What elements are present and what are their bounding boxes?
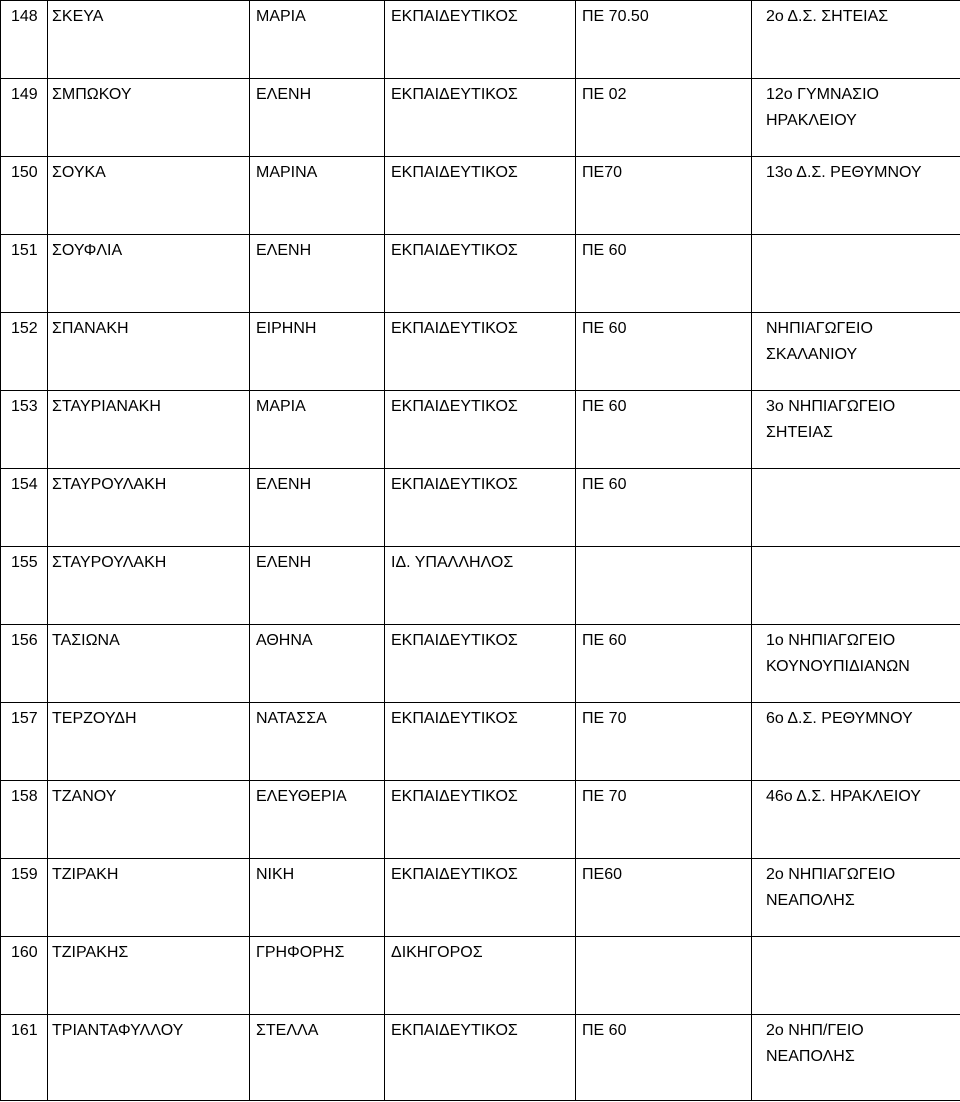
first-name-cell: ΕΛΕΝΗ bbox=[250, 469, 385, 547]
profession-cell: ΕΚΠΑΙΔΕΥΤΙΚΟΣ bbox=[385, 703, 576, 781]
table-row bbox=[1, 1015, 960, 1101]
specialty-cell: ΠΕ 60 bbox=[576, 625, 752, 703]
surname-cell: ΣΚΕΥΑ bbox=[48, 1, 250, 79]
profession-cell: ΕΚΠΑΙΔΕΥΤΙΚΟΣ bbox=[385, 625, 576, 703]
specialty-cell: ΠΕ 02 bbox=[576, 79, 752, 157]
surname-cell: ΤΖΙΡΑΚΗ bbox=[48, 859, 250, 937]
school-cell bbox=[752, 1, 960, 79]
school-line: ΝΗΠΙΑΓΩΓΕΙΟ bbox=[766, 320, 873, 337]
school-line: ΝΕΑΠΟΛΗΣ bbox=[766, 892, 855, 909]
row-number: 153 bbox=[1, 391, 48, 469]
specialty-cell: ΠΕ 70.50 bbox=[576, 1, 752, 79]
school-cell bbox=[752, 469, 960, 547]
specialty-cell: ΠΕ 70 bbox=[576, 703, 752, 781]
school-cell bbox=[752, 1015, 960, 1101]
school-line: 46ο Δ.Σ. ΗΡΑΚΛΕΙΟΥ bbox=[766, 788, 921, 805]
school-line: ΣΚΑΛΑΝΙΟΥ bbox=[766, 346, 858, 363]
profession-cell: ΙΔ. ΥΠΑΛΛΗΛΟΣ bbox=[385, 547, 576, 625]
school-cell bbox=[752, 79, 960, 157]
school-cell bbox=[752, 625, 960, 703]
school-line: 13ο Δ.Σ. ΡΕΘΥΜΝΟΥ bbox=[766, 164, 922, 181]
row-number: 157 bbox=[1, 703, 48, 781]
school-line: ΚΟΥΝΟΥΠΙΔΙΑΝΩΝ bbox=[766, 658, 910, 675]
first-name-cell: ΑΘΗΝΑ bbox=[250, 625, 385, 703]
school-line: 2ο ΝΗΠ/ΓΕΙΟ bbox=[766, 1022, 864, 1039]
first-name-cell: ΣΤΕΛΛΑ bbox=[250, 1015, 385, 1101]
surname-cell: ΤΕΡΖΟΥΔΗ bbox=[48, 703, 250, 781]
surname-cell: ΤΖΑΝΟΥ bbox=[48, 781, 250, 859]
first-name-cell: ΓΡΗΦΟΡΗΣ bbox=[250, 937, 385, 1015]
first-name-cell: ΕΛΕΝΗ bbox=[250, 235, 385, 313]
surname-cell: ΤΑΣΙΩΝΑ bbox=[48, 625, 250, 703]
specialty-cell: ΠΕ 60 bbox=[576, 235, 752, 313]
first-name-cell: ΕΙΡΗΝΗ bbox=[250, 313, 385, 391]
surname-cell: ΣΟΥΦΛΙΑ bbox=[48, 235, 250, 313]
first-name-cell: ΜΑΡΙΑ bbox=[250, 1, 385, 79]
profession-cell: ΕΚΠΑΙΔΕΥΤΙΚΟΣ bbox=[385, 313, 576, 391]
row-number: 156 bbox=[1, 625, 48, 703]
profession-cell: ΕΚΠΑΙΔΕΥΤΙΚΟΣ bbox=[385, 235, 576, 313]
first-name-cell: ΝΑΤΑΣΣΑ bbox=[250, 703, 385, 781]
first-name-cell: ΕΛΕΥΘΕΡΙΑ bbox=[250, 781, 385, 859]
school-line: 3ο ΝΗΠΙΑΓΩΓΕΙΟ bbox=[766, 398, 896, 415]
school-line: 2ο ΝΗΠΙΑΓΩΓΕΙΟ bbox=[766, 866, 896, 883]
specialty-cell: ΠΕ 60 bbox=[576, 1015, 752, 1101]
table-row bbox=[1, 313, 960, 391]
row-number: 155 bbox=[1, 547, 48, 625]
school-cell bbox=[752, 859, 960, 937]
profession-cell: ΕΚΠΑΙΔΕΥΤΙΚΟΣ bbox=[385, 1, 576, 79]
specialty-cell: ΠΕ 70 bbox=[576, 781, 752, 859]
profession-cell: ΕΚΠΑΙΔΕΥΤΙΚΟΣ bbox=[385, 469, 576, 547]
surname-cell: ΣΟΥΚΑ bbox=[48, 157, 250, 235]
profession-cell: ΕΚΠΑΙΔΕΥΤΙΚΟΣ bbox=[385, 157, 576, 235]
surname-cell: ΣΜΠΩΚΟΥ bbox=[48, 79, 250, 157]
roster-body bbox=[1, 1, 960, 1101]
row-number: 148 bbox=[1, 1, 48, 79]
table-row bbox=[1, 157, 960, 235]
row-number: 152 bbox=[1, 313, 48, 391]
surname-cell: ΤΡΙΑΝΤΑΦΥΛΛΟΥ bbox=[48, 1015, 250, 1101]
table-row bbox=[1, 469, 960, 547]
table-row bbox=[1, 937, 960, 1015]
school-cell bbox=[752, 235, 960, 313]
school-cell bbox=[752, 157, 960, 235]
table-row bbox=[1, 235, 960, 313]
school-line: 2ο Δ.Σ. ΣΗΤΕΙΑΣ bbox=[766, 8, 889, 25]
school-line: ΣΗΤΕΙΑΣ bbox=[766, 424, 833, 441]
table-row bbox=[1, 1, 960, 79]
school-line: ΝΕΑΠΟΛΗΣ bbox=[766, 1048, 855, 1065]
surname-cell: ΣΠΑΝΑΚΗ bbox=[48, 313, 250, 391]
table-row bbox=[1, 625, 960, 703]
specialty-cell: ΠΕ60 bbox=[576, 859, 752, 937]
row-number: 158 bbox=[1, 781, 48, 859]
specialty-cell bbox=[576, 547, 752, 625]
school-line: 12ο ΓΥΜΝΑΣΙΟ bbox=[766, 86, 879, 103]
first-name-cell: ΜΑΡΙΝΑ bbox=[250, 157, 385, 235]
row-number: 149 bbox=[1, 79, 48, 157]
school-cell bbox=[752, 391, 960, 469]
specialty-cell: ΠΕ70 bbox=[576, 157, 752, 235]
first-name-cell: ΜΑΡΙΑ bbox=[250, 391, 385, 469]
surname-cell: ΣΤΑΥΡΙΑΝΑΚΗ bbox=[48, 391, 250, 469]
table-row bbox=[1, 547, 960, 625]
specialty-cell: ΠΕ 60 bbox=[576, 313, 752, 391]
row-number: 160 bbox=[1, 937, 48, 1015]
surname-cell: ΣΤΑΥΡΟΥΛΑΚΗ bbox=[48, 547, 250, 625]
first-name-cell: ΝΙΚΗ bbox=[250, 859, 385, 937]
row-number: 161 bbox=[1, 1015, 48, 1101]
school-cell bbox=[752, 937, 960, 1015]
specialty-cell bbox=[576, 937, 752, 1015]
school-cell bbox=[752, 313, 960, 391]
school-line: 1ο ΝΗΠΙΑΓΩΓΕΙΟ bbox=[766, 632, 896, 649]
profession-cell: ΕΚΠΑΙΔΕΥΤΙΚΟΣ bbox=[385, 781, 576, 859]
specialty-cell: ΠΕ 60 bbox=[576, 391, 752, 469]
table-row bbox=[1, 703, 960, 781]
profession-cell: ΕΚΠΑΙΔΕΥΤΙΚΟΣ bbox=[385, 859, 576, 937]
specialty-cell: ΠΕ 60 bbox=[576, 469, 752, 547]
surname-cell: ΤΖΙΡΑΚΗΣ bbox=[48, 937, 250, 1015]
table-row bbox=[1, 391, 960, 469]
first-name-cell: ΕΛΕΝΗ bbox=[250, 547, 385, 625]
row-number: 159 bbox=[1, 859, 48, 937]
profession-cell: ΕΚΠΑΙΔΕΥΤΙΚΟΣ bbox=[385, 391, 576, 469]
table-row bbox=[1, 859, 960, 937]
row-number: 150 bbox=[1, 157, 48, 235]
row-number: 151 bbox=[1, 235, 48, 313]
school-cell bbox=[752, 547, 960, 625]
row-number: 154 bbox=[1, 469, 48, 547]
table-row bbox=[1, 781, 960, 859]
surname-cell: ΣΤΑΥΡΟΥΛΑΚΗ bbox=[48, 469, 250, 547]
table-row bbox=[1, 79, 960, 157]
profession-cell: ΔΙΚΗΓΟΡΟΣ bbox=[385, 937, 576, 1015]
profession-cell: ΕΚΠΑΙΔΕΥΤΙΚΟΣ bbox=[385, 79, 576, 157]
school-line: 6ο Δ.Σ. ΡΕΘΥΜΝΟΥ bbox=[766, 710, 913, 727]
school-line: ΗΡΑΚΛΕΙΟΥ bbox=[766, 112, 857, 129]
school-cell bbox=[752, 781, 960, 859]
first-name-cell: ΕΛΕΝΗ bbox=[250, 79, 385, 157]
school-cell bbox=[752, 703, 960, 781]
profession-cell: ΕΚΠΑΙΔΕΥΤΙΚΟΣ bbox=[385, 1015, 576, 1101]
